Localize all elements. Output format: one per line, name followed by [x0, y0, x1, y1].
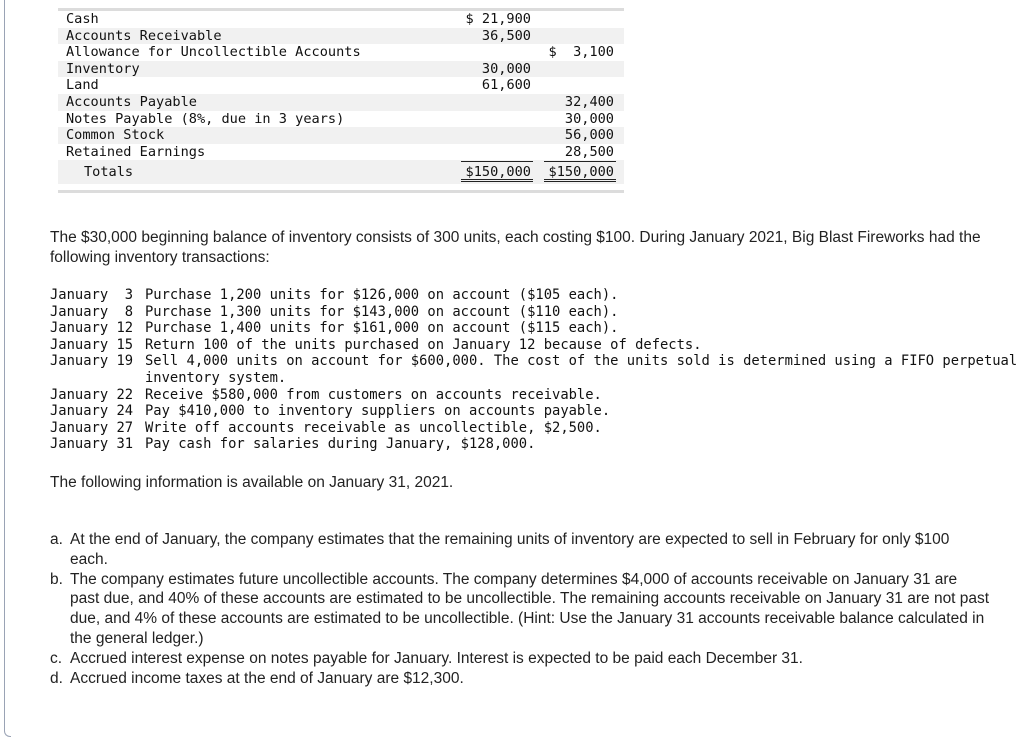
debit-value: 30,000 — [481, 60, 531, 77]
transaction-date: January 19 — [50, 353, 134, 370]
account-name: Cash — [66, 11, 99, 27]
account-name: Inventory — [66, 60, 140, 77]
transaction-item — [50, 287, 1025, 304]
table-row — [58, 127, 624, 144]
table-row — [58, 144, 624, 161]
account-name: Notes Payable (8%, due in 3 years) — [66, 110, 345, 127]
table-row — [58, 28, 624, 45]
transaction-description: Return 100 of the units purchased on January 12 because of defects. — [145, 336, 702, 353]
transaction-item — [50, 403, 1025, 420]
transaction-description: Pay $410,000 to inventory suppliers on accounts payable. — [145, 403, 611, 420]
item-label: b. — [50, 570, 63, 588]
transaction-description: Purchase 1,400 units for $161,000 on account ($115 each). — [145, 320, 619, 337]
transaction-item — [50, 387, 1025, 404]
transaction-date: January 8 — [50, 303, 134, 320]
credit-value: 32,400 — [564, 93, 614, 110]
table-body — [58, 11, 624, 184]
credit-value: 28,500 — [564, 143, 614, 160]
transaction-date: January 24 — [50, 403, 134, 420]
account-name: Allowance for Uncollectible Accounts — [66, 44, 361, 61]
table-row — [58, 44, 624, 61]
debit-double-rule — [461, 179, 533, 182]
account-name: Land — [66, 77, 99, 94]
transaction-description: Sell 4,000 units on account for $600,000. The cost of the units sold is determined using a FIFO perpetual inventory system. — [145, 353, 1025, 386]
account-name: Retained Earnings — [66, 143, 206, 160]
item-label: c. — [50, 649, 63, 667]
table-bottom-rule — [58, 190, 624, 193]
debit-value: 61,600 — [481, 77, 531, 94]
transaction-item — [50, 320, 1025, 337]
transaction-date: January 15 — [50, 336, 134, 353]
totals-row — [58, 160, 624, 184]
adjustment-list — [50, 530, 990, 688]
item-label: a. — [50, 531, 63, 548]
transaction-date: January 3 — [50, 287, 134, 303]
transaction-date: January 12 — [50, 320, 134, 337]
list-item — [50, 669, 990, 689]
debit-value: $ 21,900 — [465, 11, 531, 27]
transaction-date: January 22 — [50, 386, 134, 403]
content-frame-border — [4, 0, 11, 737]
transaction-list — [50, 287, 1025, 453]
transaction-item — [50, 420, 1025, 437]
credit-double-rule — [544, 179, 616, 182]
account-name: Accounts Payable — [66, 93, 197, 110]
account-name: Common Stock — [66, 127, 165, 144]
item-text: The company estimates future uncollectible accounts. The company determines $4,000 of accounts receivable on January 31 are past due, and 40% of these accounts are estimated to be uncollectible. The remaining accounts receivable on January 31 are not past due, and 4% of these accounts are estimated to be uncollectible. (Hint: Use the January 31 accounts receivable balance calculated in the general ledger.) — [70, 570, 990, 647]
transaction-date: January 31 — [50, 436, 134, 453]
credit-value: 56,000 — [564, 127, 614, 144]
item-label: d. — [50, 669, 63, 687]
transaction-item — [50, 436, 1025, 453]
transaction-description: Purchase 1,300 units for $143,000 on account ($110 each). — [145, 303, 619, 320]
item-text: Accrued income taxes at the end of January are $12,300. — [70, 669, 464, 687]
trial-balance-table — [58, 8, 624, 193]
list-item — [50, 649, 990, 669]
credit-value: 30,000 — [564, 110, 614, 127]
transaction-item — [50, 304, 1025, 321]
totals-label: Totals — [84, 164, 134, 181]
transaction-date: January 27 — [50, 419, 134, 436]
item-text: At the end of January, the company estimates that the remaining units of inventory are expected to sell in February for only $100 each. — [70, 531, 950, 568]
account-name: Accounts Receivable — [66, 27, 222, 44]
transaction-item — [50, 353, 1025, 386]
credit-total: $150,000 — [548, 164, 614, 181]
intro-paragraph: The $30,000 beginning balance of inventory consists of 300 units, each costing $100. During January 2021, Big Blast Fireworks had the following inventory transactions: — [50, 229, 981, 266]
list-item — [50, 530, 990, 570]
list-item — [50, 570, 990, 649]
table-row — [58, 111, 624, 128]
item-text: Accrued interest expense on notes payable for January. Interest is expected to be paid each December 31. — [70, 649, 803, 667]
available-info-paragraph: The following information is available on January 31, 2021. — [50, 474, 454, 491]
table-row — [58, 61, 624, 78]
table-row — [58, 94, 624, 111]
debit-total: $150,000 — [465, 164, 531, 181]
debit-value: 36,500 — [481, 27, 531, 44]
credit-value: $ 3,100 — [548, 44, 614, 61]
transaction-description: Write off accounts receivable as uncollectible, $2,500. — [145, 419, 602, 436]
transaction-item — [50, 337, 1025, 354]
transaction-description: Receive $580,000 from customers on accounts receivable. — [145, 386, 602, 403]
table-row — [58, 11, 624, 28]
transaction-description: Pay cash for salaries during January, $128,000. — [145, 436, 536, 453]
table-row — [58, 77, 624, 94]
transaction-description: Purchase 1,200 units for $126,000 on account ($105 each). — [145, 287, 619, 303]
